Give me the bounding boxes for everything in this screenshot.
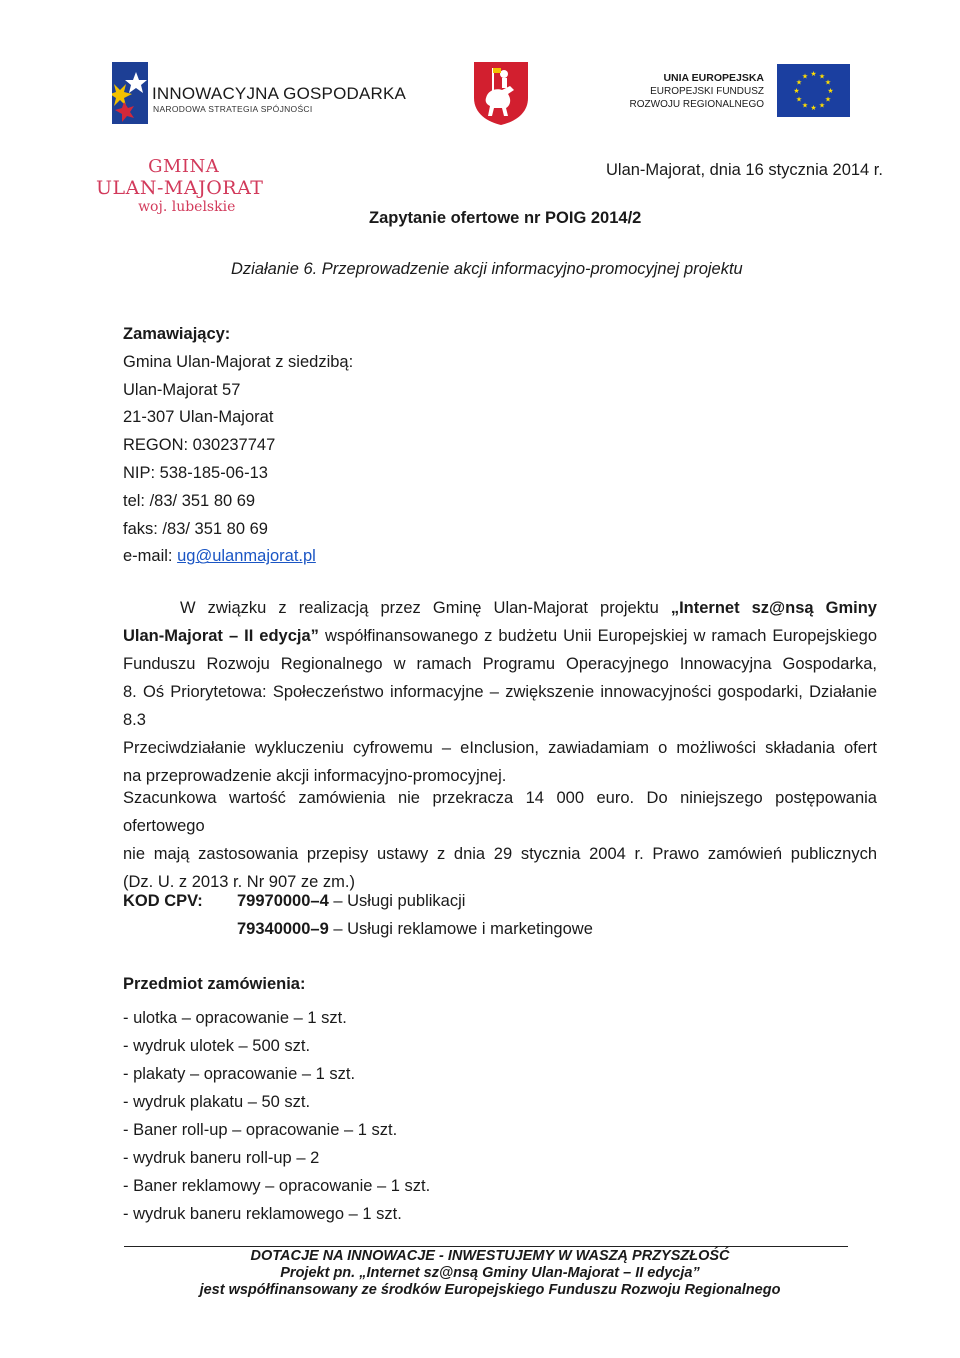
svg-text:★: ★ xyxy=(827,87,834,95)
list-item: - wydruk baneru reklamowego – 1 szt. xyxy=(123,1205,402,1223)
email-label: e-mail: xyxy=(123,547,178,566)
contracting-party-label: Zamawiający: xyxy=(123,325,231,343)
list-item: - Baner reklamowy – opracowanie – 1 szt. xyxy=(123,1177,431,1195)
email-line xyxy=(123,543,353,571)
cpv-row xyxy=(237,920,593,939)
stamp-line2: ULAN-MAJORAT xyxy=(96,177,264,199)
ue-line3: ROZWOJU REGIONALNEGO xyxy=(629,99,764,110)
svg-text:★: ★ xyxy=(818,72,826,81)
document-title: Zapytanie ofertowe nr POIG 2014/2 xyxy=(369,209,642,227)
stamp-line1: GMINA xyxy=(148,156,220,177)
value-paragraph xyxy=(123,784,877,896)
phone-line: tel: /83/ 351 80 69 xyxy=(123,491,256,510)
list-item: - wydruk plakatu – 50 szt. xyxy=(123,1093,311,1111)
para-line: Funduszu Rozwoju Regionalnego w ramach Programu Operacyjnego Innowacyjna Gospodarka, xyxy=(123,655,877,673)
eu-flag-icon xyxy=(777,64,850,117)
subject-list xyxy=(123,1004,430,1228)
svg-text:★: ★ xyxy=(795,95,803,104)
action-heading: Działanie 6. Przeprowadzenie akcji informacyjno-promocyjnej projektu xyxy=(231,260,743,278)
document-date: Ulan-Majorat, dnia 16 stycznia 2014 r. xyxy=(606,161,883,179)
para-line xyxy=(123,594,877,622)
para-text: współfinansowanego z budżetu Unii Europejskiej w ramach Europejskiego xyxy=(318,627,877,645)
svg-text:★: ★ xyxy=(795,78,803,87)
contracting-party-block xyxy=(123,321,353,571)
cpv-code: 79970000–4 xyxy=(237,892,329,910)
cpv-label: KOD CPV: xyxy=(123,892,203,910)
cpv-desc: – Usługi reklamowe i marketingowe xyxy=(328,920,593,938)
innowacyjna-gospodarka-logo-icon xyxy=(112,62,148,124)
list-item: - ulotka – opracowanie – 1 szt. xyxy=(123,1009,347,1027)
email-link[interactable]: ug@ulanmajorat.pl xyxy=(177,547,316,566)
svg-text:★: ★ xyxy=(810,104,817,112)
nip-line: NIP: 538-185-06-13 xyxy=(123,463,268,482)
footer-divider xyxy=(124,1246,848,1247)
para-line: Szacunkowa wartość zamówienia nie przekracza 14 000 euro. Do niniejszego postępowania ofertowego xyxy=(123,789,877,835)
svg-text:★: ★ xyxy=(801,72,809,81)
address-line: Ulan-Majorat 57 xyxy=(123,380,241,399)
regon-line: REGON: 030237747 xyxy=(123,436,276,455)
ig-title: INNOWACYJNA GOSPODARKA xyxy=(152,84,407,103)
cpv-row xyxy=(237,892,465,911)
para-line: Przeciwdziałanie wykluczeniu cyfrowemu – eInclusion, zawiadamiam o możliwości składania ofert xyxy=(123,739,877,757)
coat-of-arms-icon xyxy=(472,60,530,126)
footer xyxy=(120,1248,860,1299)
project-name-bold: Ulan-Majorat – II edycja” xyxy=(123,627,319,645)
svg-text:★: ★ xyxy=(793,87,800,95)
list-item: - Baner roll-up – opracowanie – 1 szt. xyxy=(123,1121,398,1139)
para-line xyxy=(123,622,877,650)
fax-line: faks: /83/ 351 80 69 xyxy=(123,519,268,538)
para-text: W związku z realizacją przez Gminę Ulan-Majorat projektu xyxy=(180,599,671,617)
cpv-desc: – Usługi publikacji xyxy=(328,892,466,910)
svg-text:★: ★ xyxy=(824,95,832,104)
para-line: nie mają zastosowania przepisy ustawy z dnia 29 stycznia 2004 r. Prawo zamówień publicznych xyxy=(123,845,877,863)
footer-line2: Projekt pn. „Internet sz@nsą Gminy Ulan-Majorat – II edycja” xyxy=(280,1265,700,1281)
address-line: 21-307 Ulan-Majorat xyxy=(123,408,274,427)
para-line: na przeprowadzenie akcji informacyjno-promocyjnej. xyxy=(123,767,507,785)
para-line: (Dz. U. z 2013 r. Nr 907 ze zm.) xyxy=(123,873,355,891)
list-item: - plakaty – opracowanie – 1 szt. xyxy=(123,1065,356,1083)
ig-subtitle: NARODOWA STRATEGIA SPÓJNOŚCI xyxy=(153,104,313,114)
gmina-stamp xyxy=(96,156,263,215)
ue-text-block xyxy=(630,72,764,111)
address-line: Gmina Ulan-Majorat z siedzibą: xyxy=(123,352,354,371)
list-item: - wydruk baneru roll-up – 2 xyxy=(123,1149,320,1167)
ue-line1: UNIA EUROPEJSKA xyxy=(663,72,764,84)
intro-paragraph xyxy=(123,594,877,790)
project-name-bold: „Internet sz@nsą Gminy xyxy=(670,599,877,617)
subject-label: Przedmiot zamówienia: xyxy=(123,975,306,993)
svg-text:★: ★ xyxy=(810,70,817,78)
footer-line3: jest współfinansowany ze środków Europejskiego Funduszu Rozwoju Regionalnego xyxy=(199,1282,781,1298)
footer-line1: DOTACJE NA INNOWACJE - INWESTUJEMY W WASZĄ PRZYSZŁOŚĆ xyxy=(250,1248,730,1264)
para-line: 8. Oś Priorytetowa: Społeczeństwo informacyjne – zwiększenie innowacyjności gospodarki, Działanie 8.3 xyxy=(123,683,877,729)
svg-text:★: ★ xyxy=(818,101,826,110)
svg-text:★: ★ xyxy=(824,78,832,87)
cpv-code: 79340000–9 xyxy=(237,920,329,938)
list-item: - wydruk ulotek – 500 szt. xyxy=(123,1037,311,1055)
svg-text:★: ★ xyxy=(801,101,809,110)
stamp-line3: woj. lubelskie xyxy=(138,199,236,215)
ue-line2: EUROPEJSKI FUNDUSZ xyxy=(650,86,764,97)
